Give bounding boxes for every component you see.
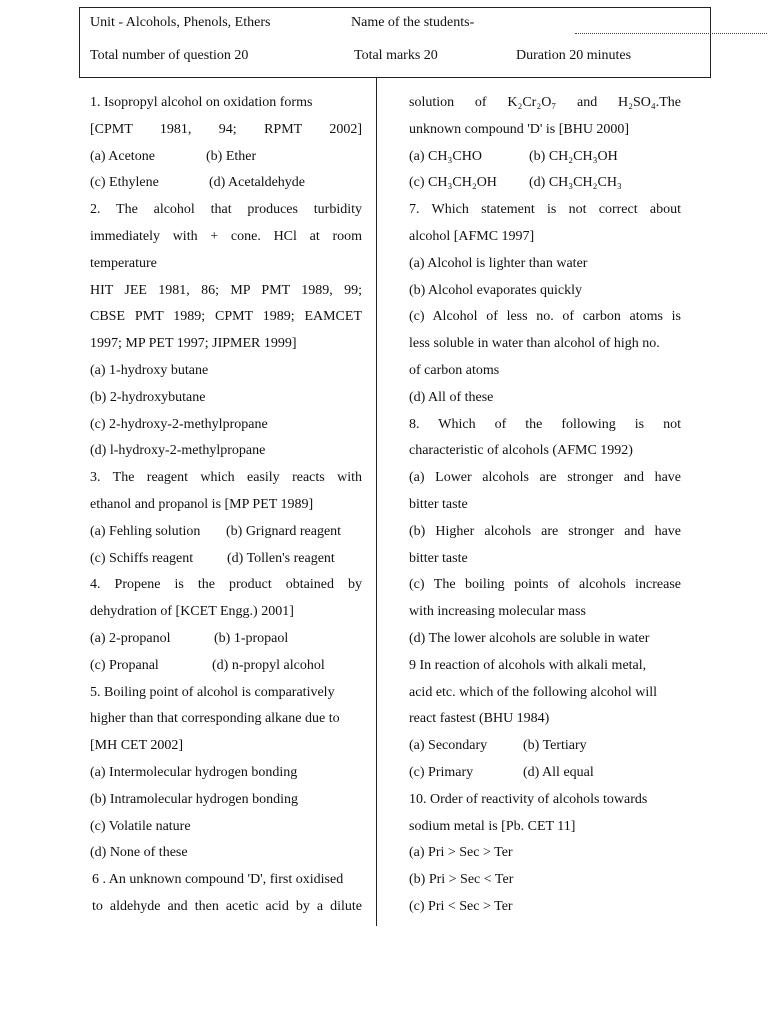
question-6-text: solution of K₂Cr₂O₇ and H₂SO₄.The — [409, 95, 681, 110]
option-d[interactable]: (d) All equal — [523, 764, 594, 780]
option-b[interactable]: (b) Pri > Sec < Ter — [409, 872, 514, 888]
option-c[interactable]: (c) Volatile nature — [90, 818, 191, 834]
option-b[interactable]: (b) Grignard reagent — [226, 523, 342, 539]
question-4-text: 4. Propene is the product obtained by — [90, 577, 362, 593]
option-a[interactable]: (a) Alcohol is lighter than water — [409, 255, 588, 271]
question-8-source: characteristic of alcohols (AFMC 1992) — [409, 443, 633, 459]
option-b[interactable]: (b) CH₂CH₃OH — [529, 148, 618, 164]
option-d[interactable]: (d) None of these — [90, 845, 188, 861]
option-a[interactable]: (a) Pri > Sec > Ter — [409, 845, 513, 861]
question-4-text: dehydration of [KCET Engg.) 2001] — [90, 604, 294, 620]
question-2-text: immediately with + cone. HCl at room — [90, 228, 362, 244]
option-b[interactable]: (b) Alcohol evaporates quickly — [409, 282, 583, 298]
question-9-options-cd — [409, 760, 681, 787]
option-b[interactable]: (b) 1-propaol — [214, 630, 289, 646]
option-a[interactable]: (a) Intermolecular hydrogen bonding — [90, 764, 298, 780]
question-1-text: 1. Isopropyl alcohol on oxidation forms — [90, 95, 313, 110]
option-c[interactable]: (c) Alcohol of less no. of carbon atoms is — [409, 309, 681, 325]
option-b[interactable]: (b) Higher alcohols are stronger and have — [409, 523, 681, 539]
option-c[interactable]: (c) Ethylene — [90, 175, 159, 191]
question-6-text: to aldehyde and then acetic acid by a dilute — [92, 898, 362, 914]
question-7-text: 7. Which statement is not correct about — [409, 202, 681, 218]
option-b[interactable]: (b) Tertiary — [523, 738, 587, 754]
option-a[interactable]: (a) Fehling solution — [90, 523, 201, 539]
question-9-options-ab — [409, 733, 681, 760]
option-a[interactable]: (a) Secondary — [409, 738, 488, 754]
option-a[interactable]: (a) Lower alcohols are stronger and have — [409, 470, 681, 486]
question-6-options-cd — [409, 170, 681, 197]
question-2-source: HIT JEE 1981, 86; MP PMT 1989, 99; — [90, 282, 362, 298]
option-a[interactable]: (a) 1-hydroxy butane — [90, 362, 209, 378]
option-a-cont: bitter taste — [409, 496, 468, 512]
option-d[interactable]: (d) The lower alcohols are soluble in water — [409, 630, 650, 646]
question-3-options-ab — [90, 519, 362, 546]
option-d[interactable]: (d) l-hydroxy-2-methylpropane — [90, 443, 266, 459]
option-d[interactable]: (d) Acetaldehyde — [209, 175, 306, 191]
option-c-cont: with increasing molecular mass — [409, 604, 586, 620]
option-c[interactable]: (c) Schiffs reagent — [90, 550, 194, 566]
student-name-field[interactable] — [575, 25, 767, 34]
column-divider — [376, 78, 377, 926]
question-2-text: 2. The alcohol that produces turbidity — [90, 202, 362, 218]
question-7-source: alcohol [AFMC 1997] — [409, 228, 535, 244]
question-9-source: react fastest (BHU 1984) — [409, 711, 550, 727]
question-3-text: ethanol and propanol is [MP PET 1989] — [90, 496, 314, 512]
duration: Duration 20 minutes — [516, 48, 632, 63]
student-name-label: Name of the students- — [351, 15, 475, 30]
question-3-text: 3. The reagent which easily reacts with — [90, 470, 362, 486]
option-a[interactable]: (a) CH₃CHO — [409, 148, 482, 164]
question-2-source: CBSE PMT 1989; CPMT 1989; EAMCET — [90, 309, 362, 325]
option-b-cont: bitter taste — [409, 550, 468, 566]
option-d[interactable]: (d) CH₃CH₂CH₃ — [529, 175, 622, 191]
question-5-text: higher than that corresponding alkane due to — [90, 711, 340, 727]
option-a[interactable]: (a) Acetone — [90, 148, 155, 164]
question-1-options-cd — [90, 170, 362, 197]
option-c-cont: less soluble in water than alcohol of high no. — [409, 336, 660, 352]
option-c[interactable]: (c) 2-hydroxy-2-methylpropane — [90, 416, 268, 432]
question-2-text: temperature — [90, 255, 157, 271]
option-c-cont: of carbon atoms — [409, 362, 500, 378]
question-10-source: sodium metal is [Pb. CET 11] — [409, 818, 576, 834]
option-c[interactable]: (c) CH₃CH₂OH — [409, 175, 497, 191]
question-5-text: 5. Boiling point of alcohol is comparatively — [90, 684, 335, 700]
question-6-options-ab — [409, 144, 681, 171]
question-6-source: unknown compound 'D' is [BHU 2000] — [409, 121, 630, 137]
question-10-text: 10. Order of reactivity of alcohols towards — [409, 791, 648, 807]
option-d[interactable]: (d) All of these — [409, 389, 494, 405]
question-9-text: 9 In reaction of alcohols with alkali metal, — [409, 657, 647, 673]
question-2-source: 1997; MP PET 1997; JIPMER 1999] — [90, 336, 297, 352]
option-c[interactable]: (c) Primary — [409, 764, 474, 780]
question-4-options-ab — [90, 626, 362, 653]
option-a[interactable]: (a) 2-propanol — [90, 630, 171, 646]
option-b[interactable]: (b) Ether — [206, 148, 257, 164]
option-c[interactable]: (c) Pri < Sec > Ter — [409, 898, 513, 914]
option-c[interactable]: (c) The boiling points of alcohols increase — [409, 577, 681, 593]
right-column — [409, 90, 681, 921]
question-1-source: [CPMT 1981, 94; RPMT 2002] — [90, 121, 362, 137]
question-3-options-cd — [90, 546, 362, 573]
question-5-source: [MH CET 2002] — [90, 738, 184, 754]
total-marks: Total marks 20 — [354, 48, 438, 63]
unit-title: Unit - Alcohols, Phenols, Ethers — [90, 15, 271, 30]
question-9-text: acid etc. which of the following alcohol will — [409, 684, 658, 700]
option-b[interactable]: (b) Intramolecular hydrogen bonding — [90, 791, 298, 807]
option-c[interactable]: (c) Propanal — [90, 657, 159, 673]
option-d[interactable]: (d) Tollen's reagent — [227, 550, 335, 566]
question-4-options-cd — [90, 653, 362, 680]
option-b[interactable]: (b) 2-hydroxybutane — [90, 389, 206, 405]
question-6-text: 6 . An unknown compound 'D', first oxidised — [92, 872, 344, 888]
question-8-text: 8. Which of the following is not — [409, 416, 681, 432]
header-box — [79, 7, 711, 78]
option-d[interactable]: (d) n-propyl alcohol — [212, 657, 325, 673]
left-column — [90, 90, 362, 921]
question-1-options-ab — [90, 144, 362, 171]
total-questions: Total number of question 20 — [90, 48, 249, 63]
